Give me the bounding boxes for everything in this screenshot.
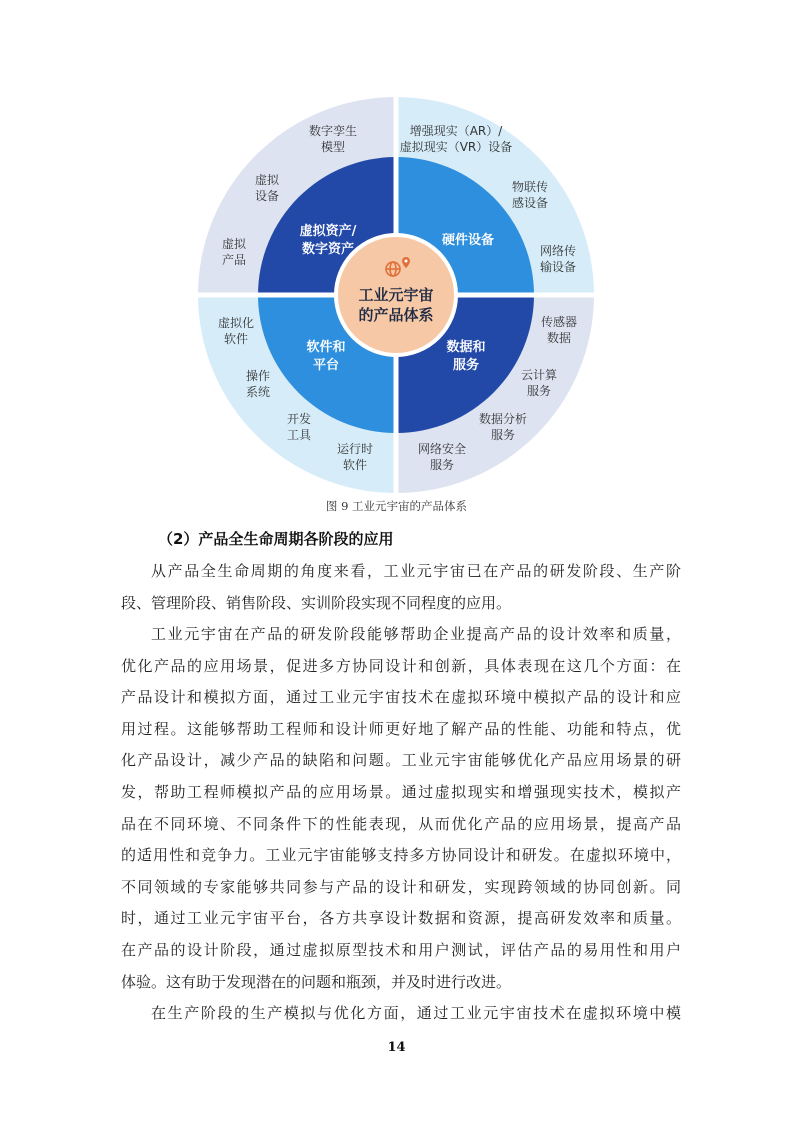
paragraph-1 (121, 556, 681, 619)
outer-label-line: 软件 (223, 332, 249, 346)
outer-label-cloud-computing-service (521, 367, 557, 399)
text-line: 品在不同环境、不同条件下的性能表现，从而优化产品的应用场景，提高产品 (121, 814, 681, 833)
inner-label-virtual-assets (300, 223, 357, 259)
text-line: 用过程。这能够帮助工程师和设计师更好地了解产品的性能、功能和特点，优 (121, 719, 681, 738)
paragraph-2 (121, 619, 681, 998)
outer-label-line: 服务 (490, 428, 516, 442)
outer-label-line: 操作 (245, 369, 271, 383)
text-line: 产品设计和模拟方面，通过工业元宇宙技术在虚拟环境中模拟产品的设计和应 (121, 688, 681, 707)
outer-label-line: 网络传 (539, 244, 577, 258)
text-line: 从产品全生命周期的角度来看，工业元宇宙已在产品的研发阶段、生产阶 (151, 562, 681, 580)
text-line: 体验。这有助于发现潜在的问题和瓶颈，并及时进行改进。 (121, 972, 512, 991)
text-line: 在生产阶段的生产模拟与优化方面，通过工业元宇宙技术在虚拟环境中模 (151, 1004, 681, 1022)
outer-label-operating-system (246, 368, 270, 400)
inner-label-line: 硬件设备 (441, 233, 495, 248)
outer-label-line: 物联传 (511, 180, 549, 194)
outer-label-line: 虚拟现实（VR）设备 (399, 140, 513, 154)
outer-label-network-transmission-device (540, 243, 576, 275)
center-title (358, 285, 433, 325)
outer-label-sensor-data (541, 314, 577, 346)
outer-label-line: 数据分析 (478, 412, 528, 426)
inner-label-line: 数字资产 (301, 242, 354, 257)
outer-label-line: 系统 (245, 385, 271, 399)
inner-label-software (306, 339, 345, 375)
outer-label-line: 模型 (320, 140, 346, 154)
section-heading: （2）产品全生命周期各阶段的应用 (158, 530, 394, 548)
outer-label-line: 云计算 (520, 368, 558, 382)
text-line: 工业元宇宙在产品的研发阶段能够帮助企业提高产品的设计效率和质量， (151, 625, 681, 643)
page-number: 14 (387, 1040, 406, 1055)
outer-label-line: 数据 (546, 331, 572, 345)
text-line: 在产品的设计阶段，通过虚拟原型技术和用户测试，评估产品的易用性和用户 (121, 940, 681, 959)
text-line: 化产品设计，减少产品的缺陷和问题。工业元宇宙能够优化产品应用场景的研 (121, 751, 681, 770)
center-title-line-1: 工业元宇宙 (358, 286, 434, 304)
text-line: 不同领域的专家能够共同参与产品的设计和研发，实现跨领域的协同创新。同 (121, 877, 681, 896)
text-line: 时，通过工业元宇宙平台，各方共享设计数据和资源，提高研发效率和质量。 (121, 909, 681, 928)
outer-label-line: 产品 (221, 253, 247, 267)
outer-label-iot-sensing-device (512, 179, 548, 211)
outer-label-line: 网络安全 (417, 442, 467, 456)
outer-label-digital-twin (309, 123, 357, 155)
center-title-line-2: 的产品体系 (358, 306, 434, 324)
text-line: 优化产品的应用场景，促进多方协同设计和创新，具体表现在这几个方面：在 (121, 656, 681, 675)
outer-label-network-security-service (418, 441, 466, 473)
outer-label-line: 虚拟 (254, 173, 280, 187)
outer-label-runtime-software (337, 441, 373, 473)
product-system-diagram (196, 95, 596, 495)
text-line: 段、管理阶段、销售阶段、实训阶段实现不同程度的应用。 (121, 593, 512, 612)
inner-label-line: 平台 (312, 358, 340, 373)
outer-label-line: 数字孪生 (308, 124, 358, 138)
outer-label-line: 工具 (286, 428, 312, 442)
outer-label-dev-tools (287, 411, 311, 443)
text-line: 发，帮助工程师模拟产品的应用场景。通过虚拟现实和增强现实技术，模拟产 (121, 782, 681, 801)
inner-label-hardware (442, 232, 494, 250)
outer-label-line: 增强现实（AR）/ (409, 124, 503, 138)
inner-label-line: 虚拟资产/ (299, 224, 357, 239)
outer-label-line: 设备 (254, 189, 280, 203)
outer-label-virtualization-software (218, 315, 254, 347)
outer-label-line: 开发 (286, 412, 312, 426)
outer-label-virtual-device (255, 172, 279, 204)
outer-label-line: 运行时 (336, 442, 374, 456)
inner-label-line: 服务 (452, 358, 480, 373)
outer-label-ar-vr-device (400, 123, 513, 155)
figure-caption: 图 9 工业元宇宙的产品体系 (325, 499, 468, 513)
outer-label-line: 虚拟化 (217, 316, 255, 330)
outer-label-data-analytics-service (479, 411, 527, 443)
outer-label-line: 感设备 (511, 196, 549, 210)
outer-label-line: 传感器 (540, 315, 578, 329)
inner-label-line: 数据和 (446, 340, 486, 355)
outer-label-line: 虚拟 (221, 237, 247, 251)
outer-label-line: 服务 (429, 458, 455, 472)
outer-label-line: 软件 (342, 458, 368, 472)
paragraph-3 (121, 998, 681, 1030)
inner-label-data-services (446, 339, 485, 375)
outer-label-virtual-product (222, 236, 246, 268)
text-line: 的适用性和竞争力。工业元宇宙能够支持多方协同设计和研发。在虚拟环境中， (121, 846, 681, 865)
outer-label-line: 服务 (526, 384, 552, 398)
inner-label-line: 软件和 (306, 340, 346, 355)
outer-label-line: 输设备 (539, 260, 577, 274)
